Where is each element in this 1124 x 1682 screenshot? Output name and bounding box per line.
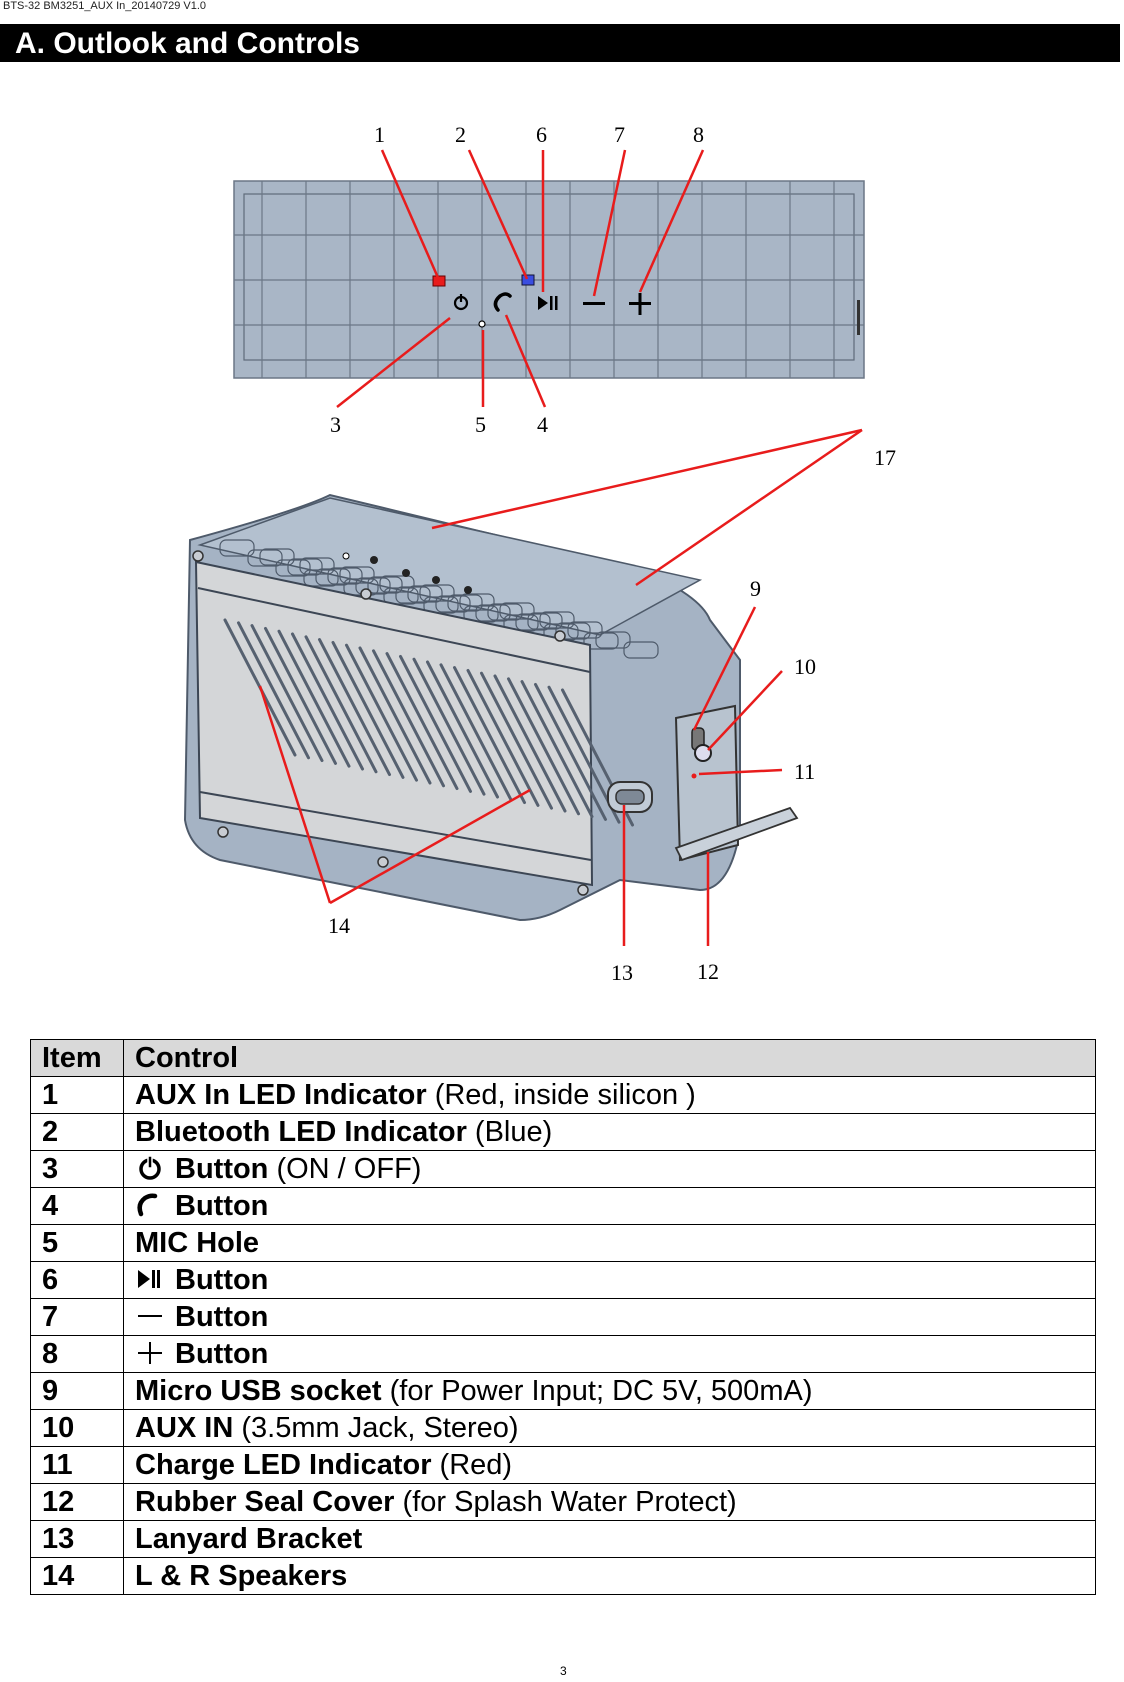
minus-icon xyxy=(135,1303,165,1329)
control-cell xyxy=(124,1188,1096,1225)
control-description: (Red, inside silicon ) xyxy=(426,1078,696,1111)
table-row xyxy=(31,1558,1096,1595)
control-cell xyxy=(124,1521,1096,1558)
control-name: Micro USB socket xyxy=(135,1374,382,1407)
control-cell xyxy=(124,1262,1096,1299)
header-item: Item xyxy=(31,1040,124,1077)
callout-4: 4 xyxy=(537,412,548,437)
control-cell xyxy=(124,1077,1096,1114)
callout-13: 13 xyxy=(611,960,633,985)
callout-5: 5 xyxy=(475,412,486,437)
table-row xyxy=(31,1484,1096,1521)
control-name: Button xyxy=(175,1189,269,1222)
control-name: Button xyxy=(175,1337,269,1370)
control-description: (ON / OFF) xyxy=(268,1152,422,1185)
callout-6: 6 xyxy=(536,122,547,147)
item-number: 9 xyxy=(31,1373,124,1410)
item-number: 1 xyxy=(31,1077,124,1114)
power-icon xyxy=(135,1155,165,1181)
control-description: (for Power Input; DC 5V, 500mA) xyxy=(381,1374,813,1407)
table-row xyxy=(31,1262,1096,1299)
top-view-drawing xyxy=(234,181,864,378)
section-header xyxy=(0,24,1120,62)
control-cell xyxy=(124,1151,1096,1188)
control-description: (for Splash Water Protect) xyxy=(394,1485,737,1518)
table-row xyxy=(31,1225,1096,1262)
callout-10: 10 xyxy=(794,654,816,679)
item-number: 14 xyxy=(31,1558,124,1595)
table-row xyxy=(31,1521,1096,1558)
play-pause-icon xyxy=(135,1266,165,1292)
item-number: 13 xyxy=(31,1521,124,1558)
control-name: Rubber Seal Cover xyxy=(135,1485,395,1518)
control-name: AUX In LED Indicator xyxy=(135,1078,427,1111)
control-description: (3.5mm Jack, Stereo) xyxy=(233,1411,519,1444)
phone-icon xyxy=(135,1192,165,1218)
item-number: 4 xyxy=(31,1188,124,1225)
callout-7: 7 xyxy=(614,122,625,147)
control-cell xyxy=(124,1558,1096,1595)
item-number: 3 xyxy=(31,1151,124,1188)
control-name: Bluetooth LED Indicator xyxy=(135,1115,467,1148)
control-cell xyxy=(124,1299,1096,1336)
section-title: A. Outlook and Controls xyxy=(15,27,360,60)
item-number: 11 xyxy=(31,1447,124,1484)
table-row xyxy=(31,1410,1096,1447)
control-name: Button xyxy=(175,1300,269,1333)
callout-9: 9 xyxy=(750,576,761,601)
control-description: (Blue) xyxy=(466,1115,553,1148)
control-cell xyxy=(124,1336,1096,1373)
control-cell xyxy=(124,1373,1096,1410)
table-header-row xyxy=(31,1040,1096,1077)
callout-1: 1 xyxy=(374,122,385,147)
table-row xyxy=(31,1447,1096,1484)
control-name: Button xyxy=(175,1263,269,1296)
document-id: BTS-32 BM3251_AUX In_20140729 V1.0 xyxy=(3,0,207,12)
table-row xyxy=(31,1336,1096,1373)
table-row xyxy=(31,1373,1096,1410)
callout-12: 12 xyxy=(697,959,719,984)
page-number: 3 xyxy=(560,1664,567,1678)
table-row xyxy=(31,1114,1096,1151)
control-name: Lanyard Bracket xyxy=(135,1522,363,1555)
item-number: 12 xyxy=(31,1484,124,1521)
callout-2: 2 xyxy=(455,122,466,147)
control-name: MIC Hole xyxy=(135,1226,260,1259)
item-number: 5 xyxy=(31,1225,124,1262)
plus-icon xyxy=(135,1340,165,1366)
control-name: L & R Speakers xyxy=(135,1559,348,1592)
table-row xyxy=(31,1188,1096,1225)
speaker-diagram xyxy=(0,100,1124,1020)
control-description: (Red) xyxy=(431,1448,513,1481)
header-control: Control xyxy=(124,1040,1096,1077)
control-cell xyxy=(124,1225,1096,1262)
item-number: 7 xyxy=(31,1299,124,1336)
control-cell xyxy=(124,1447,1096,1484)
item-number: 8 xyxy=(31,1336,124,1373)
control-cell xyxy=(124,1410,1096,1447)
item-number: 10 xyxy=(31,1410,124,1447)
callout-17: 17 xyxy=(874,445,896,470)
callout-3: 3 xyxy=(330,412,341,437)
table-row xyxy=(31,1151,1096,1188)
callout-8: 8 xyxy=(693,122,704,147)
control-cell xyxy=(124,1484,1096,1521)
controls-table xyxy=(30,1039,1096,1595)
table-row xyxy=(31,1077,1096,1114)
control-cell xyxy=(124,1114,1096,1151)
control-name: AUX IN xyxy=(135,1411,234,1444)
control-name: Button xyxy=(175,1152,269,1185)
control-name: Charge LED Indicator xyxy=(135,1448,432,1481)
item-number: 2 xyxy=(31,1114,124,1151)
callout-14: 14 xyxy=(328,913,350,938)
callout-11: 11 xyxy=(794,759,816,784)
item-number: 6 xyxy=(31,1262,124,1299)
table-row xyxy=(31,1299,1096,1336)
